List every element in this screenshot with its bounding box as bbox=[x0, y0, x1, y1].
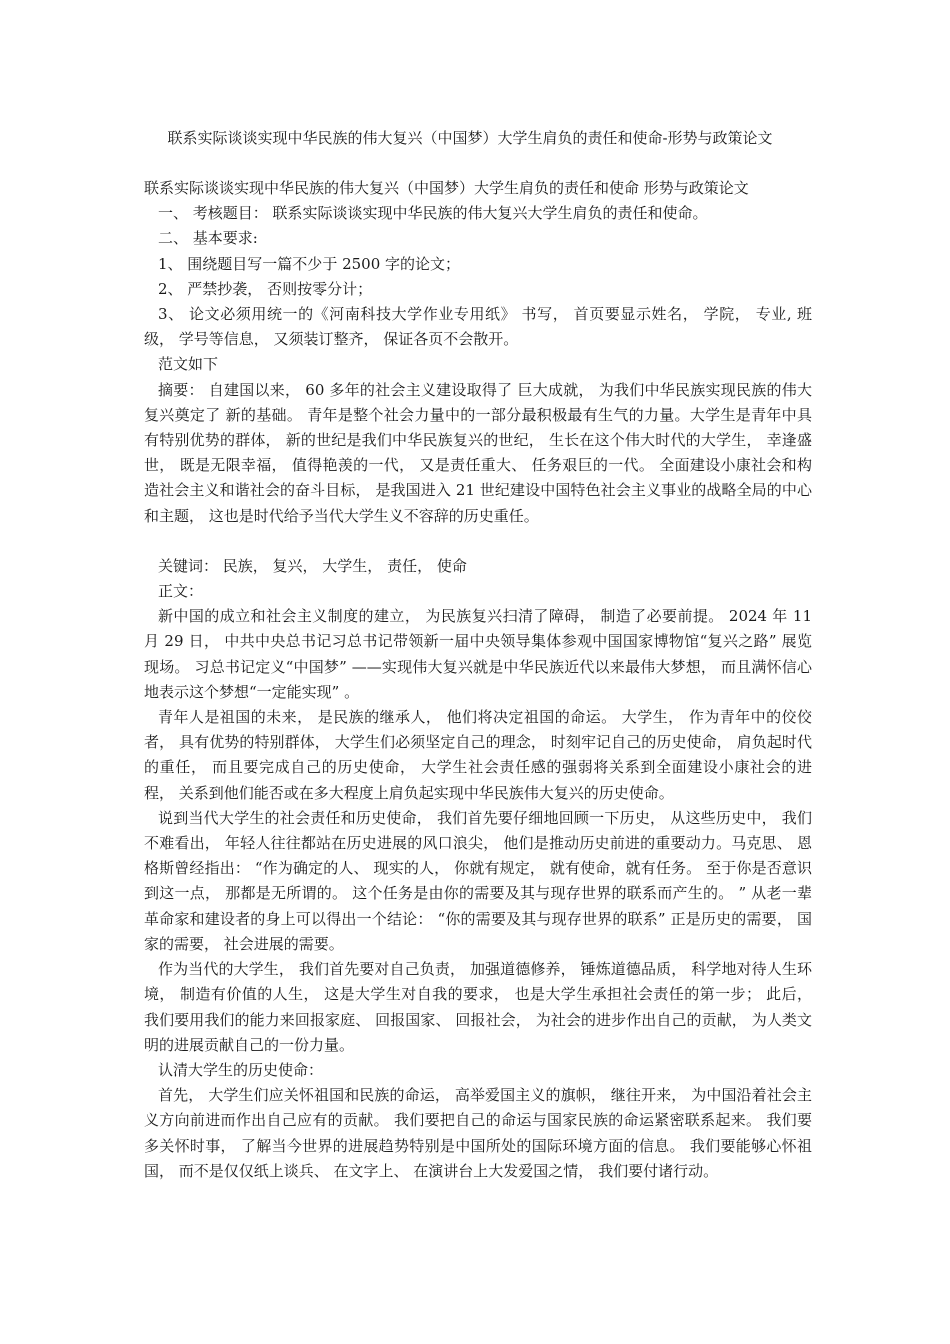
basic-requirements-heading: 二、 基本要求: bbox=[158, 229, 258, 248]
requirement-item-3: 3、 论文必须用统一的《河南科技大学作业专用纸》 书写， 首页要显示姓名， 学院， 专业, 班级， 学号等信息， 又须装订整齐， 保证各页不会散开。 bbox=[144, 305, 812, 349]
body-paragraph-2: 青年人是祖国的未来， 是民族的继承人， 他们将决定祖国的命运。 大学生， 作为青年中的佼佼者， 具有优势的特别群体， 大学生们必须坚定自己的理念， 时刻牢记自己的历史使命， 肩负起时代的重任， 而且要完成自己的历史使命， 大学生社会责任感的强弱将关系到全面建设小康社会的进程， 关系到他们能否或在多大程度上肩负起实现中华民族伟大复兴的历史使命。 bbox=[144, 708, 812, 802]
mission-heading: 认清大学生的历史使命： bbox=[158, 1060, 324, 1079]
body-paragraph-3: 说到当代大学生的社会责任和历史使命， 我们首先要仔细地回顾一下历史， 从这些历史中， 我们不难看出， 年轻人往往都站在历史进展的风口浪尖， 他们是推动历史前进的重要动力。马克思、 恩格斯曾经指出： “作为确定的人、 现实的人， 你就有规定， 就有使命，就有任务。 至于你是否意识到这一点， 那都是无所谓的。 这个任务是由你的需要及其与现存世界的联系而产生的。 ” 从老一辈革命家和建设者的身上可以得出一个结论： “你的需要及其与现存世界的联系” 正是历史的需要， 国家的需要， 社会进展的需要。 bbox=[144, 808, 812, 953]
exam-topic: 一、 考核题目： 联系实际谈谈实现中华民族的伟大复兴大学生肩负的责任和使命。 bbox=[158, 204, 708, 223]
requirement-item-2: 2、 严禁抄袭， 否则按零分计； bbox=[158, 279, 373, 298]
body-paragraph-1: 新中国的成立和社会主义制度的建立， 为民族复兴扫清了障碍， 制造了必要前提。 2024 年 11 月 29 日， 中共中央总书记习总书记带领新一届中央领导集体参观中国国家博物馆“复兴之路” 展览现场。 习总书记定义“中国梦” ——实现伟大复兴就是中华民族近代以来最伟大梦想， 而且满怀信心地表示这个梦想“一定能实现” 。 bbox=[144, 607, 812, 701]
body-paragraph-4: 作为当代的大学生， 我们首先要对自己负责， 加强道德修养， 锤炼道德品质， 科学地对待人生环境， 制造有价值的人生， 这是大学生对自我的要求， 也是大学生承担社会责任的第一步； 此后， 我们要用我们的能力来回报家庭、 回报国家、 回报社会， 为社会的进步作出自己的贡献， 为人类文明的进展贡献自己的一份力量。 bbox=[144, 960, 812, 1054]
requirement-item-1: 1、 围绕题目写一篇不少于 2500 字的论文； bbox=[158, 254, 461, 273]
body-paragraph-5: 首先， 大学生们应关怀祖国和民族的命运， 高举爱国主义的旗帜， 继往开来， 为中国沿着社会主义方向前进而作出自己应有的贡献。 我们要把自己的命运与国家民族的命运紧密联系起来。 我们要多关怀时事， 了解当今世界的进展趋势特别是中国所处的国际环境方面的信息。 我们要能够心怀祖国， 而不是仅仅纸上谈兵、 在文字上、 在演讲台上大发爱国之情， 我们要付诸行动。 bbox=[144, 1086, 812, 1180]
document-subtitle: 联系实际谈谈实现中华民族的伟大复兴（中国梦）大学生肩负的责任和使命 形势与政策论文 bbox=[144, 179, 749, 197]
abstract-paragraph: 摘要： 自建国以来， 60 多年的社会主义建设取得了 巨大成就， 为我们中华民族实现民族的伟大复兴奠定了 新的基础。 青年是整个社会力量中的一部分最积极最有生气的力量。大学生是青年中具有特别优势的群体， 新的世纪是我们中华民族复兴的世纪， 生长在这个伟大时代的大学生， 幸逢盛世， 既是无限幸福， 值得艳羡的一代， 又是责任重大、 任务艰巨的一代。 全面建设小康社会和构造社会主义和谐社会的奋斗目标， 是我国进入 21 世纪建设中国特色社会主义事业的战略全局的中心和主题， 这也是时代给予当代大学生义不容辞的历史重任。 bbox=[144, 380, 812, 525]
document-title: 联系实际谈谈实现中华民族的伟大复兴（中国梦）大学生肩负的责任和使命-形势与政策论文 bbox=[167, 129, 773, 147]
body-label: 正文： bbox=[158, 582, 204, 601]
blank-line bbox=[144, 529, 812, 554]
sample-label: 范文如下 bbox=[158, 355, 219, 374]
document-body bbox=[144, 176, 812, 1184]
keywords-line: 关键词： 民族， 复兴， 大学生， 责任， 使命 bbox=[158, 556, 467, 575]
